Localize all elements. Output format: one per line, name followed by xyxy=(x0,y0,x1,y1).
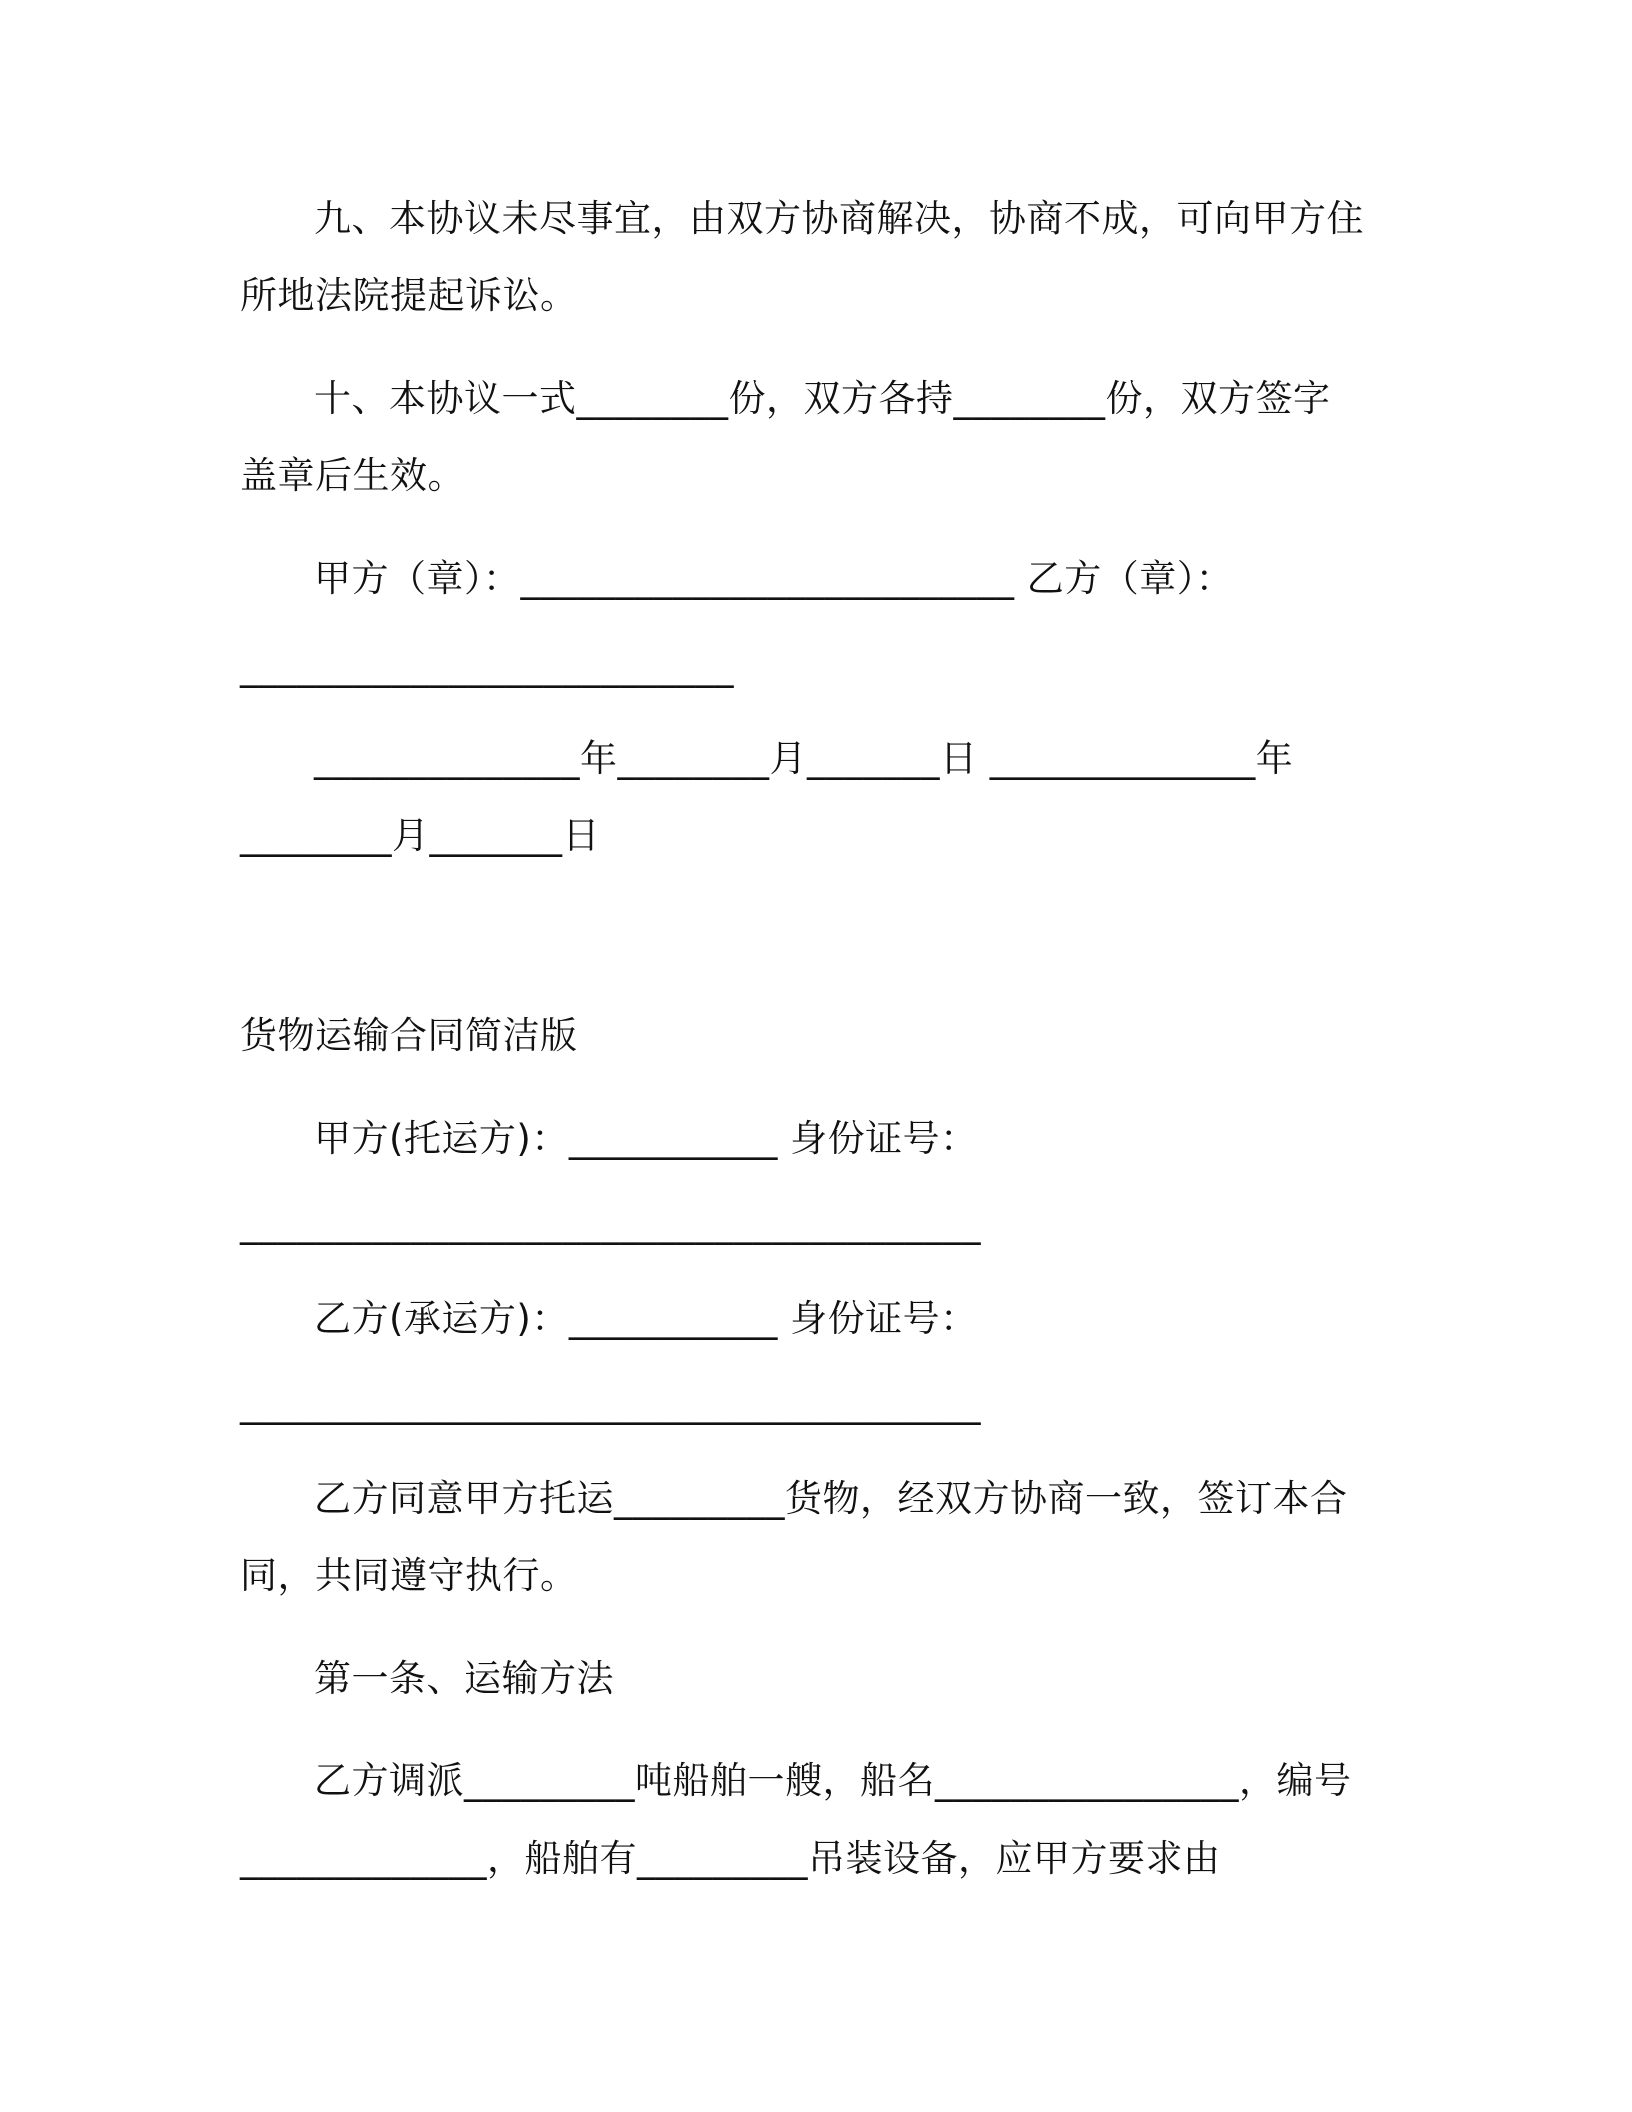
clause-9-line-1: 九、本协议未尽事宜，由双方协商解决，协商不成，可向甲方住 xyxy=(314,197,1364,240)
seal-line-1: 甲方（章）：__________________________ 乙方（章）： xyxy=(314,557,1234,600)
date-line-1: ______________年________月_______日 ______________年 xyxy=(314,737,1294,780)
clause-10-line-1: 十、本协议一式________份，双方各持________份，双方签字 xyxy=(314,377,1331,420)
party-a-line-1: 甲方(托运方)：___________ 身份证号： xyxy=(314,1117,978,1160)
party-b-line-2: _______________________________________ xyxy=(240,1382,981,1425)
party-a-line-2: _______________________________________ xyxy=(240,1202,981,1245)
preamble-line-2: 同，共同遵守执行。 xyxy=(240,1554,578,1597)
article-1-line-2: _____________，船舶有_________吊装设备，应甲方要求由 xyxy=(240,1837,1221,1880)
party-b-line-1: 乙方(承运方)：___________ 身份证号： xyxy=(314,1297,978,1340)
article-1-line-1: 乙方调派_________吨船舶一艘，船名________________，编号 xyxy=(314,1759,1352,1802)
article-1-heading: 第一条、运输方法 xyxy=(314,1657,614,1700)
clause-10-line-2: 盖章后生效。 xyxy=(240,454,465,497)
preamble-line-1: 乙方同意甲方托运_________货物，经双方协商一致，签订本合 xyxy=(314,1477,1348,1520)
date-line-2: ________月_______日 xyxy=(240,814,600,857)
contract-title: 货物运输合同简洁版 xyxy=(240,1014,578,1057)
clause-9-line-2: 所地法院提起诉讼。 xyxy=(240,274,578,317)
seal-line-2: __________________________ xyxy=(240,645,734,688)
